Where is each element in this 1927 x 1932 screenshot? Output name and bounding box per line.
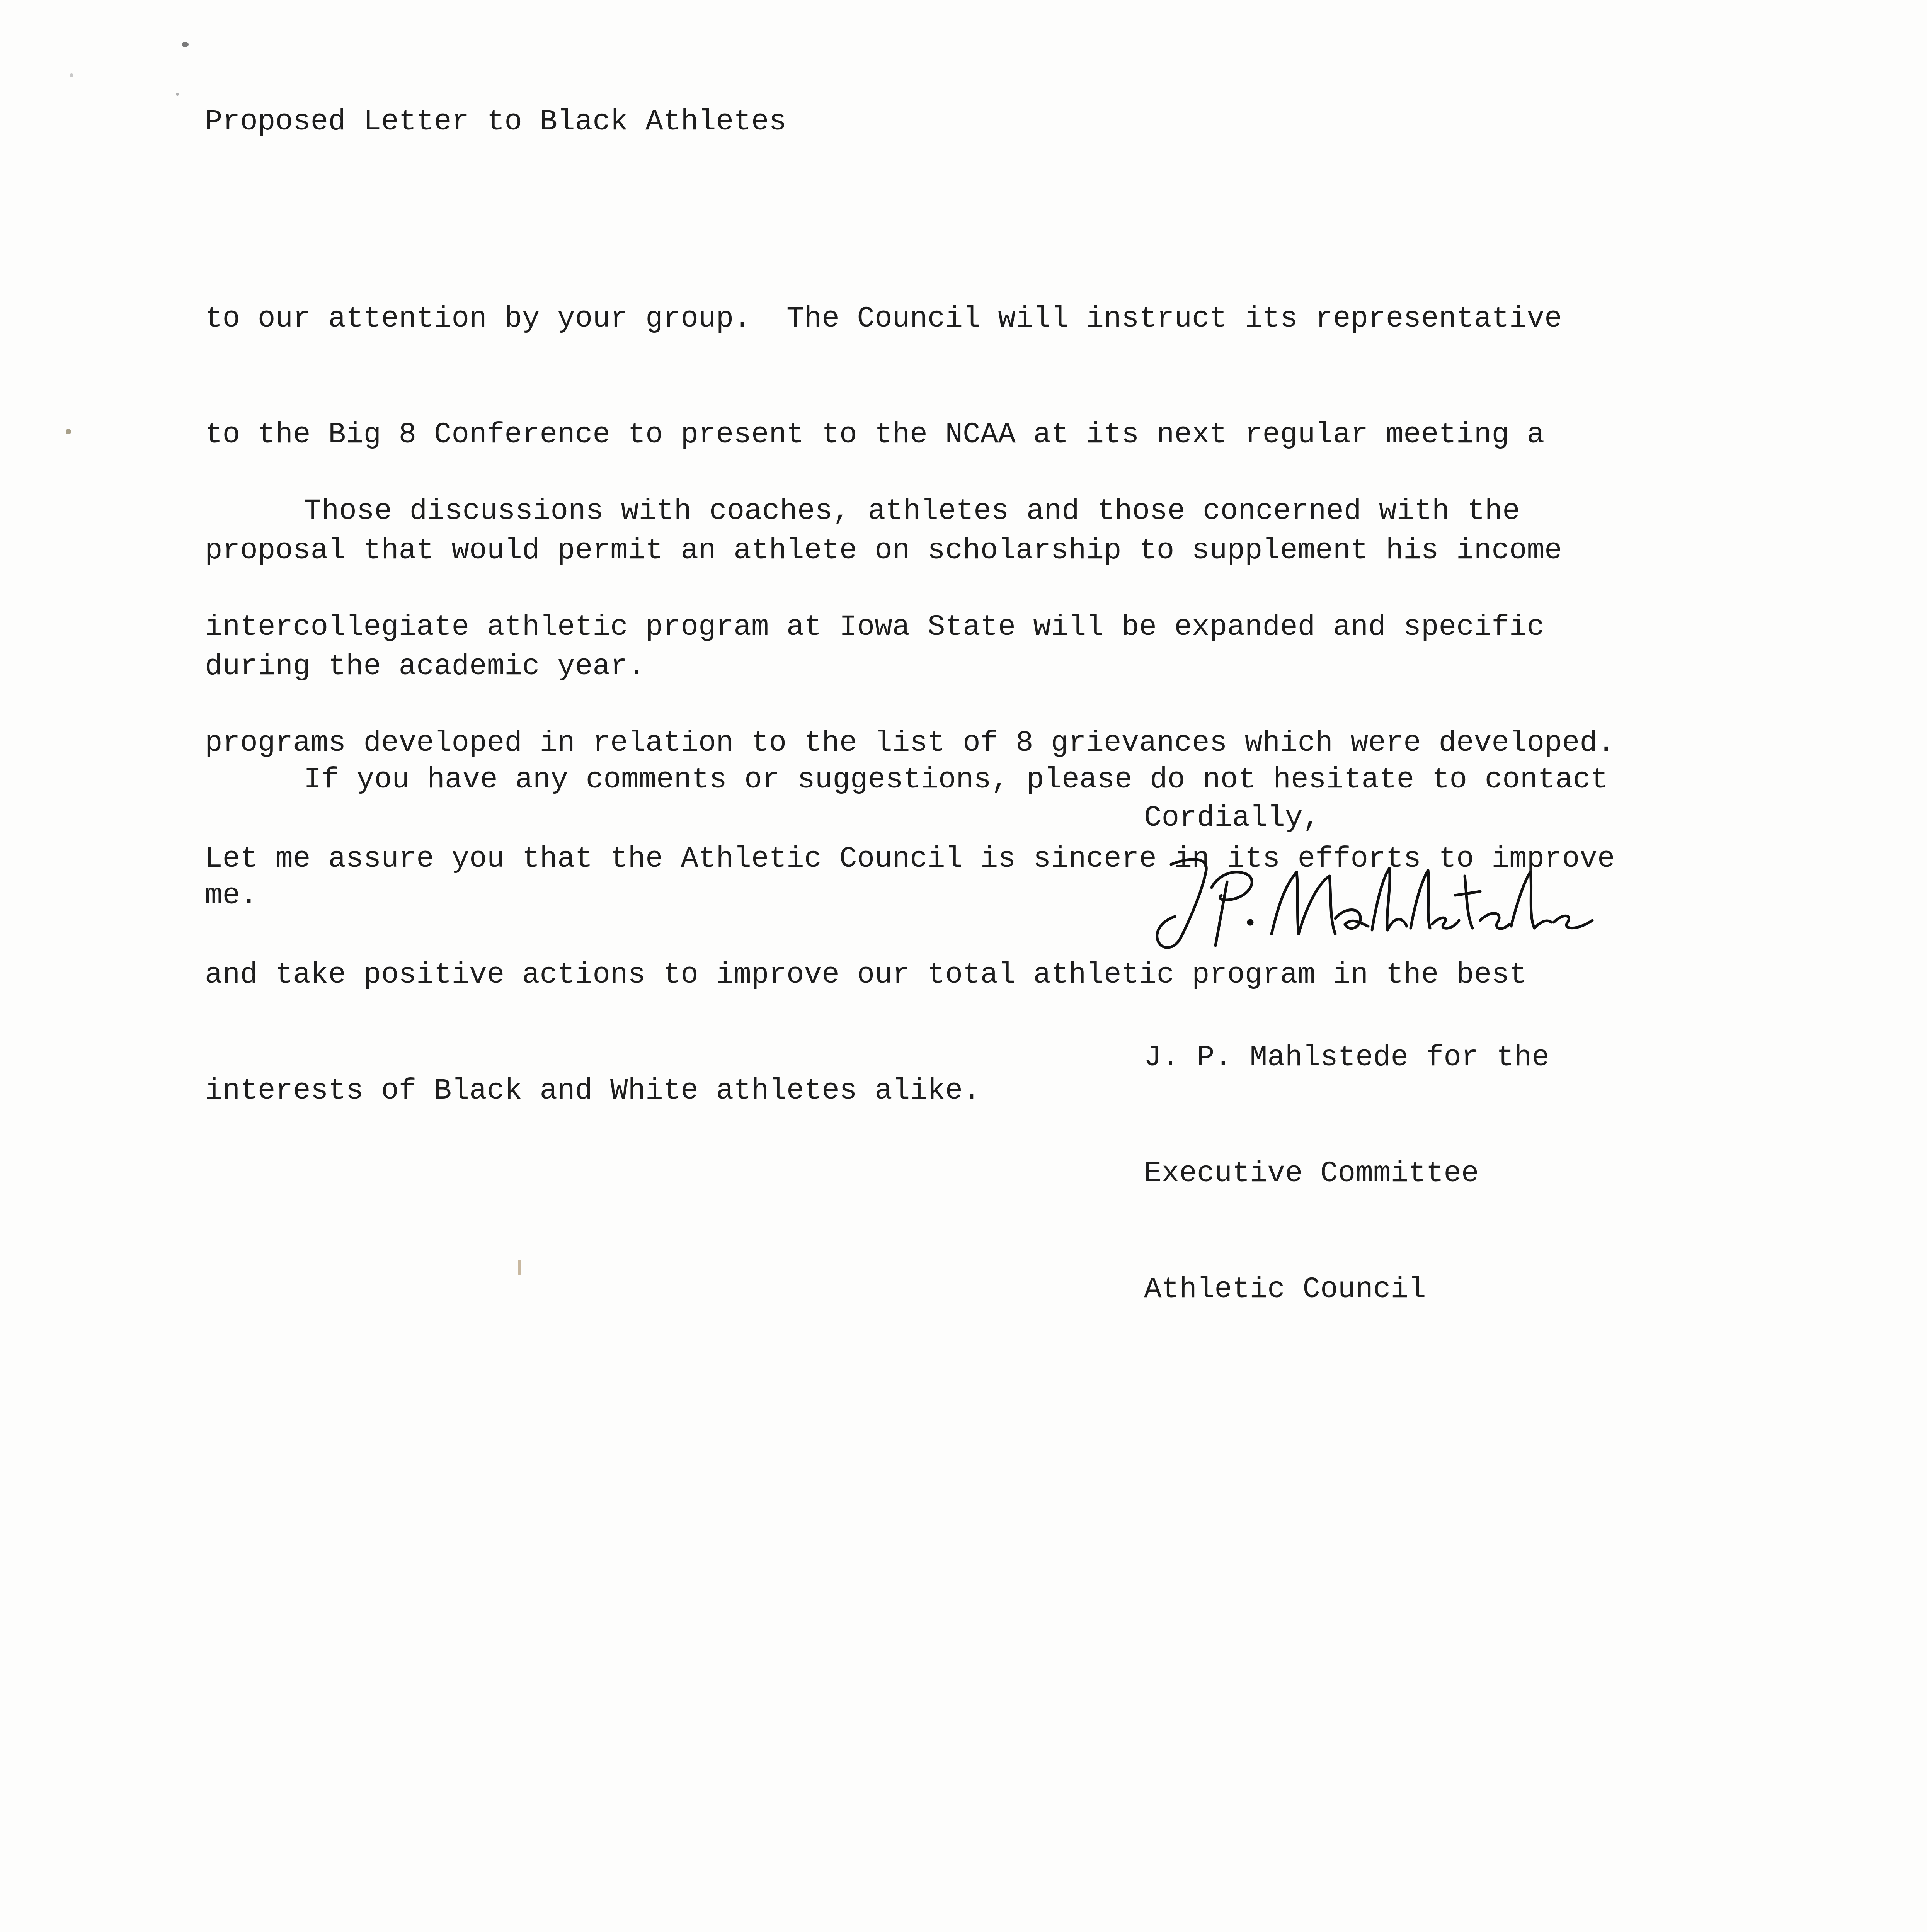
page-header: Proposed Letter to Black Athletes (205, 105, 787, 138)
text-line: me. (205, 879, 258, 912)
handwritten-signature (1144, 841, 1608, 961)
closing-salutation: Cordially, (1144, 801, 1321, 835)
text-line: interests of Black and White athletes alike. (205, 1074, 981, 1107)
paper-speck (66, 429, 71, 434)
signer-committee-line: Executive Committee (1144, 1157, 1479, 1190)
signer-council-line: Athletic Council (1144, 1273, 1426, 1306)
paper-speck (182, 42, 189, 47)
signer-name-line: J. P. Mahlstede for the (1144, 1041, 1549, 1074)
text-line: to the Big 8 Conference to present to the NCAA at its next regular meeting a (205, 418, 1545, 451)
text-line: and take positive actions to improve our total athletic program in the best (205, 958, 1527, 992)
text-line: proposal that would permit an athlete on scholarship to supplement his income (205, 534, 1562, 567)
paper-speck (176, 93, 179, 96)
text-line: Let me assure you that the Athletic Council is sincere in its efforts to improve (205, 842, 1615, 876)
text-line: programs developed in relation to the list of 8 grievances which were developed. (205, 726, 1615, 760)
text-line: during the academic year. (205, 650, 646, 683)
text-line: to our attention by your group. The Council will instruct its representative (205, 302, 1562, 335)
text-line: If you have any comments or suggestions, please do not hesitate to contact (304, 763, 1608, 796)
paper-speck (70, 73, 73, 77)
text-line: intercollegiate athletic program at Iowa State will be expanded and specific (205, 611, 1545, 644)
text-line: Those discussions with coaches, athletes and those concerned with the (304, 495, 1520, 528)
signer-lines (1144, 961, 1608, 1386)
signature-block (1144, 799, 1608, 1386)
paper-speck (518, 1260, 521, 1275)
